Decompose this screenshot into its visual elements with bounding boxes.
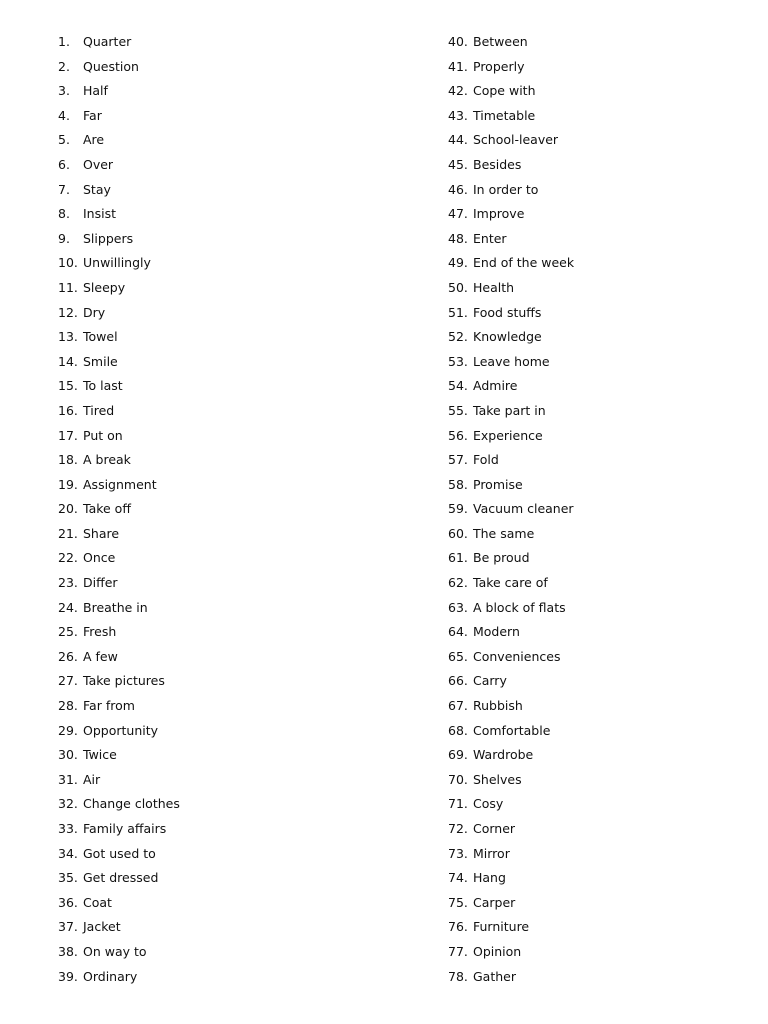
item-term: Cosy	[473, 796, 504, 812]
item-number: 47.	[448, 206, 468, 222]
list-item	[448, 399, 574, 424]
item-term: Far	[83, 107, 102, 123]
list-item	[448, 178, 574, 203]
list-item	[448, 768, 574, 793]
item-term: Smile	[83, 353, 118, 369]
vocabulary-list-left	[58, 30, 180, 989]
item-number: 5.	[58, 132, 70, 148]
list-item	[448, 546, 574, 571]
item-number: 21.	[58, 525, 78, 541]
item-number: 50.	[448, 279, 468, 295]
item-number: 15.	[58, 378, 78, 394]
item-number: 30.	[58, 747, 78, 763]
item-term: Stay	[83, 181, 111, 197]
list-item	[448, 596, 574, 621]
item-number: 68.	[448, 722, 468, 738]
list-item	[448, 965, 574, 990]
list-item	[58, 227, 180, 252]
list-item	[448, 792, 574, 817]
list-item	[58, 768, 180, 793]
list-item	[58, 104, 180, 129]
list-item	[58, 866, 180, 891]
item-term: Insist	[83, 206, 117, 222]
item-number: 39.	[58, 968, 78, 984]
list-item	[58, 620, 180, 645]
item-term: Furniture	[473, 919, 530, 935]
list-item	[448, 202, 574, 227]
item-number: 10.	[58, 255, 78, 271]
item-number: 36.	[58, 894, 78, 910]
item-number: 61.	[448, 550, 468, 566]
list-item	[58, 374, 180, 399]
item-term: Gather	[473, 968, 516, 984]
list-item	[58, 915, 180, 940]
item-term: Dry	[83, 304, 106, 320]
item-term: Assignment	[83, 476, 157, 492]
list-item	[58, 842, 180, 867]
item-number: 66.	[448, 673, 468, 689]
list-item	[58, 596, 180, 621]
item-number: 28.	[58, 698, 78, 714]
item-number: 23.	[58, 575, 78, 591]
list-item	[448, 743, 574, 768]
item-number: 1.	[58, 34, 70, 49]
item-term: Slippers	[83, 230, 134, 246]
item-number: 38.	[58, 943, 78, 959]
list-item	[58, 448, 180, 473]
list-item	[58, 891, 180, 916]
list-item	[58, 350, 180, 375]
item-term: A block of flats	[473, 599, 566, 615]
item-number: 6.	[58, 156, 70, 172]
list-item	[448, 694, 574, 719]
item-term: Once	[83, 550, 116, 566]
item-number: 74.	[448, 870, 468, 886]
item-number: 62.	[448, 575, 468, 591]
item-term: Modern	[473, 624, 520, 640]
list-item	[448, 153, 574, 178]
list-item	[58, 571, 180, 596]
item-term: Carper	[473, 894, 516, 910]
item-number: 8.	[58, 206, 70, 222]
item-term: Vacuum cleaner	[473, 501, 574, 517]
item-number: 27.	[58, 673, 78, 689]
item-number: 11.	[58, 279, 78, 295]
item-term: Rubbish	[473, 698, 523, 714]
item-number: 69.	[448, 747, 468, 763]
item-term: On way to	[83, 943, 147, 959]
list-item	[448, 866, 574, 891]
item-number: 33.	[58, 821, 78, 836]
list-item	[58, 30, 180, 55]
item-number: 24.	[58, 599, 78, 615]
item-term: Change clothes	[83, 796, 180, 812]
item-number: 56.	[448, 427, 468, 443]
item-term: Quarter	[83, 34, 132, 49]
item-term: Leave home	[473, 353, 550, 369]
list-item	[448, 227, 574, 252]
list-item	[58, 79, 180, 104]
list-item	[448, 473, 574, 498]
item-number: 60.	[448, 525, 468, 541]
item-number: 44.	[448, 132, 468, 148]
list-item	[448, 276, 574, 301]
item-term: Enter	[473, 230, 507, 246]
list-item	[448, 374, 574, 399]
item-number: 57.	[448, 452, 468, 468]
item-term: Promise	[473, 476, 523, 492]
item-term: Far from	[83, 698, 135, 714]
item-term: Are	[83, 132, 105, 148]
list-item	[58, 128, 180, 153]
item-number: 19.	[58, 476, 78, 492]
item-number: 70.	[448, 771, 468, 787]
list-item	[448, 301, 574, 326]
item-term: Take care of	[473, 575, 548, 591]
item-number: 71.	[448, 796, 468, 812]
item-term: Carry	[473, 673, 507, 689]
item-number: 2.	[58, 58, 70, 74]
list-item	[448, 448, 574, 473]
item-term: Fold	[473, 452, 499, 468]
item-term: Coat	[83, 894, 112, 910]
item-term: Shelves	[473, 771, 522, 787]
item-number: 37.	[58, 919, 78, 935]
item-term: Twice	[83, 747, 117, 763]
list-item	[448, 104, 574, 129]
list-item	[448, 79, 574, 104]
item-term: Share	[83, 525, 120, 541]
list-item	[448, 669, 574, 694]
item-term: Cope with	[473, 83, 536, 99]
list-item	[58, 669, 180, 694]
item-term: Knowledge	[473, 329, 542, 345]
list-item	[58, 424, 180, 449]
list-item	[58, 694, 180, 719]
item-term: Properly	[473, 58, 525, 74]
item-term: Admire	[473, 378, 518, 394]
item-term: The same	[473, 525, 535, 541]
list-item	[58, 276, 180, 301]
item-number: 31.	[58, 771, 78, 787]
list-item	[448, 620, 574, 645]
item-term: Fresh	[83, 624, 117, 640]
list-item	[448, 424, 574, 449]
item-number: 77.	[448, 943, 468, 959]
item-term: Improve	[473, 206, 525, 222]
list-item	[58, 497, 180, 522]
list-item	[58, 325, 180, 350]
item-term: Mirror	[473, 845, 510, 861]
list-item	[58, 178, 180, 203]
list-item	[58, 645, 180, 670]
item-term: Timetable	[473, 107, 536, 123]
list-item	[448, 128, 574, 153]
list-item	[58, 522, 180, 547]
item-number: 54.	[448, 378, 468, 394]
item-number: 75.	[448, 894, 468, 910]
item-number: 25.	[58, 624, 78, 640]
item-number: 20.	[58, 501, 78, 517]
item-number: 76.	[448, 919, 468, 935]
item-number: 22.	[58, 550, 78, 566]
item-term: Comfortable	[473, 722, 551, 738]
item-number: 7.	[58, 181, 70, 197]
item-term: Opportunity	[83, 722, 159, 738]
list-item	[448, 55, 574, 80]
item-number: 59.	[448, 501, 468, 517]
list-item	[58, 743, 180, 768]
item-term: Half	[83, 83, 108, 99]
item-term: A few	[83, 648, 118, 664]
item-number: 3.	[58, 83, 70, 99]
item-term: Family affairs	[83, 821, 167, 836]
list-item	[58, 55, 180, 80]
list-item	[448, 30, 574, 55]
item-number: 46.	[448, 181, 468, 197]
item-term: Wardrobe	[473, 747, 534, 763]
item-term: Take pictures	[83, 673, 165, 689]
list-item	[448, 251, 574, 276]
item-number: 45.	[448, 156, 468, 172]
item-number: 35.	[58, 870, 78, 886]
item-number: 53.	[448, 353, 468, 369]
list-item	[58, 965, 180, 990]
list-item	[58, 251, 180, 276]
list-item	[58, 473, 180, 498]
list-item	[58, 399, 180, 424]
item-number: 32.	[58, 796, 78, 812]
item-number: 78.	[448, 968, 468, 984]
item-term: Differ	[83, 575, 118, 591]
item-number: 72.	[448, 821, 468, 836]
item-term: Ordinary	[83, 968, 138, 984]
item-number: 58.	[448, 476, 468, 492]
item-number: 40.	[448, 34, 468, 49]
list-item	[448, 522, 574, 547]
item-term: Question	[83, 58, 139, 74]
item-term: Hang	[473, 870, 506, 886]
item-number: 18.	[58, 452, 78, 468]
list-item	[448, 940, 574, 965]
item-number: 14.	[58, 353, 78, 369]
list-item	[448, 645, 574, 670]
item-term: Breathe in	[83, 599, 148, 615]
item-number: 43.	[448, 107, 468, 123]
list-item	[448, 350, 574, 375]
list-item	[58, 719, 180, 744]
list-item	[448, 891, 574, 916]
item-number: 17.	[58, 427, 78, 443]
list-item	[448, 915, 574, 940]
item-term: Food stuffs	[473, 304, 542, 320]
list-item	[448, 497, 574, 522]
item-term: Get dressed	[83, 870, 159, 886]
list-item	[448, 817, 574, 842]
item-term: Unwillingly	[83, 255, 151, 271]
item-term: Besides	[473, 156, 522, 172]
item-term: Towel	[83, 329, 118, 345]
item-number: 41.	[448, 58, 468, 74]
item-term: Tired	[83, 402, 115, 418]
item-number: 52.	[448, 329, 468, 345]
item-number: 42.	[448, 83, 468, 99]
list-item	[448, 842, 574, 867]
item-term: Over	[83, 156, 114, 172]
item-term: Opinion	[473, 943, 522, 959]
item-term: Between	[473, 34, 528, 49]
item-term: Take off	[83, 501, 131, 517]
item-number: 16.	[58, 402, 78, 418]
list-item	[58, 153, 180, 178]
item-term: Conveniences	[473, 648, 561, 664]
item-number: 34.	[58, 845, 78, 861]
item-term: Put on	[83, 427, 123, 443]
item-term: Air	[83, 771, 101, 787]
item-term: A break	[83, 452, 131, 468]
list-item	[448, 719, 574, 744]
item-term: End of the week	[473, 255, 575, 271]
list-item	[448, 571, 574, 596]
item-term: To last	[83, 378, 123, 394]
list-item	[58, 546, 180, 571]
item-number: 4.	[58, 107, 70, 123]
item-number: 67.	[448, 698, 468, 714]
item-number: 26.	[58, 648, 78, 664]
list-item	[448, 325, 574, 350]
item-number: 64.	[448, 624, 468, 640]
item-number: 73.	[448, 845, 468, 861]
item-number: 12.	[58, 304, 78, 320]
item-term: School-leaver	[473, 132, 559, 148]
item-term: Got used to	[83, 845, 156, 861]
item-term: Corner	[473, 821, 516, 836]
list-item	[58, 817, 180, 842]
list-item	[58, 202, 180, 227]
item-number: 29.	[58, 722, 78, 738]
item-term: Health	[473, 279, 515, 295]
item-term: Experience	[473, 427, 543, 443]
vocabulary-list-right	[448, 30, 574, 989]
item-number: 65.	[448, 648, 468, 664]
item-number: 9.	[58, 230, 70, 246]
list-item	[58, 792, 180, 817]
item-term: Be proud	[473, 550, 530, 566]
item-term: In order to	[473, 181, 539, 197]
item-number: 55.	[448, 402, 468, 418]
item-number: 48.	[448, 230, 468, 246]
item-number: 49.	[448, 255, 468, 271]
item-number: 51.	[448, 304, 468, 320]
item-term: Take part in	[473, 402, 546, 418]
list-item	[58, 301, 180, 326]
item-number: 63.	[448, 599, 468, 615]
item-term: Jacket	[83, 919, 121, 935]
item-term: Sleepy	[83, 279, 126, 295]
list-item	[58, 940, 180, 965]
item-number: 13.	[58, 329, 78, 345]
